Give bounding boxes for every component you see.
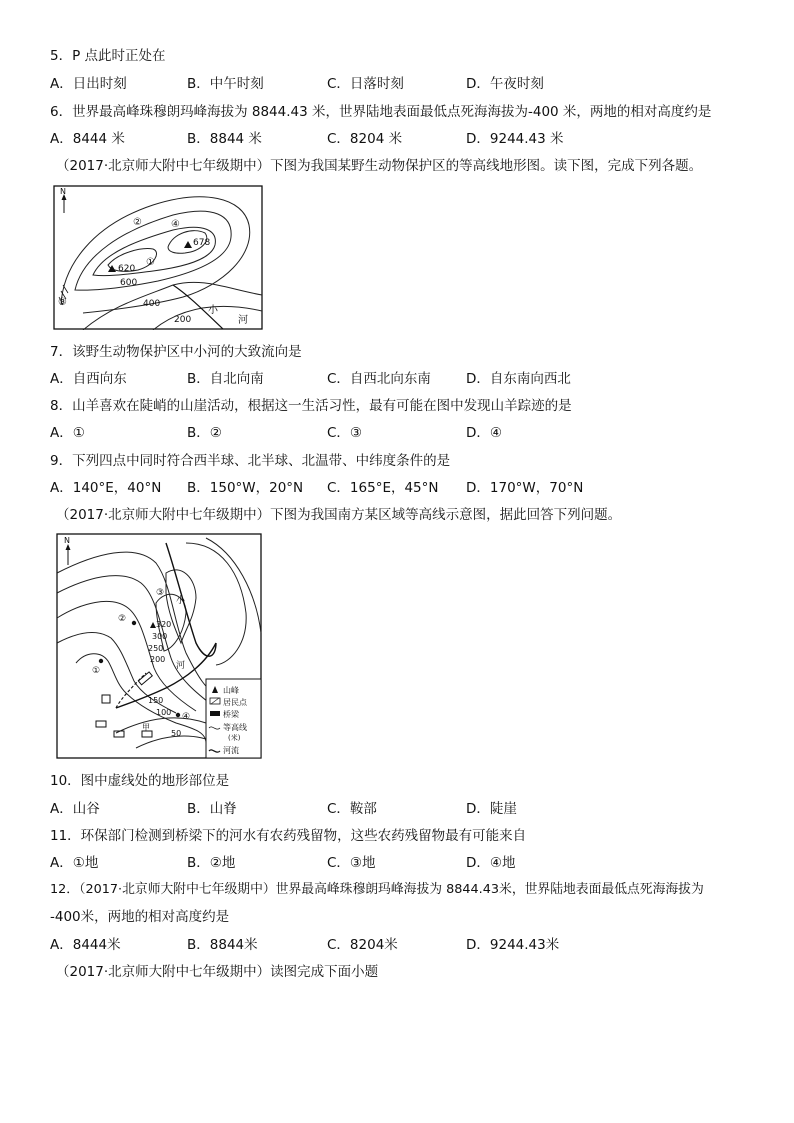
q8-option-b: B．② — [187, 425, 222, 441]
elev-400: 400 — [143, 299, 161, 309]
q10-option-c: C．鞍部 — [327, 801, 377, 817]
q9-stem: 9．下列四点中同时符合西半球、北半球、北温带、中纬度条件的是 — [50, 453, 451, 469]
q7-option-a: A．自西向东 — [50, 371, 127, 387]
legend-bridge: 桥梁 — [223, 710, 239, 719]
point-4: ④ — [182, 712, 191, 722]
q9-option-b: B．150°W，20°N — [187, 480, 304, 496]
q5-option-d: D．午夜时刻 — [466, 76, 544, 92]
q10-option-a: A．山谷 — [50, 801, 100, 817]
intro-1: （2017·北京师大附中七年级期中）下图为我国某野生动物保护区的等高线地形图。读下图，完成下列各题。 — [56, 158, 703, 174]
elev-600: 600 — [120, 278, 138, 288]
q8-option-c: C．③ — [327, 425, 363, 441]
q6-option-a: A．8444 米 — [50, 131, 125, 147]
legend-peak: 山峰 — [223, 686, 239, 695]
point-4: ④ — [171, 219, 180, 230]
intro-3: （2017·北京师大附中七年级期中）读图完成下面小题 — [56, 964, 379, 980]
q11-stem: 11．环保部门检测到桥梁下的河水有农药残留物，这些农药残留物最有可能来自 — [50, 828, 527, 844]
q11-option-c: C．③地 — [327, 855, 376, 871]
q6-option-c: C．8204 米 — [327, 131, 403, 147]
q7-option-c: C．自西北向东南 — [327, 371, 431, 387]
q9-option-c: C．165°E，45°N — [327, 480, 439, 496]
elev-50: 50 — [171, 729, 182, 738]
town-label: 甲 — [142, 723, 150, 732]
q11-option-d: D．④地 — [466, 855, 516, 871]
map-legend — [206, 679, 261, 758]
contour-map-1 — [53, 185, 263, 330]
q10-stem: 10．图中虚线处的地形部位是 — [50, 773, 230, 789]
q11-option-b: B．②地 — [187, 855, 236, 871]
intro-2: （2017·北京师大附中七年级期中）下图为我国南方某区域等高线示意图，据此回答下列问题。 — [56, 507, 622, 523]
legend-contour: 等高线 — [223, 723, 247, 732]
point-1: ① — [146, 257, 155, 268]
q7-option-b: B．自北向南 — [187, 371, 264, 387]
elev-320: 320 — [156, 620, 172, 629]
q12-option-b: B．8844米 — [187, 937, 258, 953]
legend-river: 河流 — [223, 746, 239, 755]
elev-100: 100 — [156, 708, 172, 717]
legend-settlement: 居民点 — [223, 698, 247, 707]
q6-stem: 6．世界最高峰珠穆朗玛峰海拔为 8844.43 米，世界陆地表面最低点死海海拔为-400 米，两地的相对高度约是 — [50, 104, 712, 120]
q5-stem: 5．P 点此时正处在 — [50, 48, 166, 64]
q7-option-d: D．自东南向西北 — [466, 371, 571, 387]
q12-stem-line1: 12．（2017·北京师大附中七年级期中）世界最高峰珠穆朗玛峰海拔为 8844.43米，世界陆地表面最低点死海海拔为 — [50, 882, 704, 897]
q5-option-c: C．日落时刻 — [327, 76, 404, 92]
point-2: ② — [118, 614, 127, 624]
point-2: ② — [133, 217, 142, 228]
q12-option-c: C．8204米 — [327, 937, 398, 953]
elev-620: 620 — [118, 264, 136, 274]
q5-option-b: B．中午时刻 — [187, 76, 264, 92]
river-label-2: 河 — [176, 661, 186, 671]
q8-option-a: A．① — [50, 425, 85, 441]
q8-option-d: D．④ — [466, 425, 502, 441]
q8-stem: 8．山羊喜欢在陡峭的山崖活动，根据这一生活习性，最有可能在图中发现山羊踪迹的是 — [50, 398, 572, 414]
elev-250: 250 — [148, 644, 164, 653]
q6-option-b: B．8844 米 — [187, 131, 262, 147]
q12-option-d: D．9244.43米 — [466, 937, 560, 953]
q5-option-a: A．日出时刻 — [50, 76, 127, 92]
q9-option-d: D．170°W，70°N — [466, 480, 584, 496]
q10-option-d: D．陡崖 — [466, 801, 517, 817]
elev-200: 200 — [174, 315, 192, 325]
north-label: N — [60, 187, 66, 196]
elev-200: 200 — [150, 655, 166, 664]
river-label-1: 小 — [208, 305, 218, 316]
point-1: ① — [92, 666, 101, 676]
point-3: ③ — [58, 297, 67, 308]
q11-option-a: A．①地 — [50, 855, 99, 871]
q10-option-b: B．山脊 — [187, 801, 237, 817]
legend-unit: (米) — [228, 734, 241, 742]
q7-stem: 7．该野生动物保护区中小河的大致流向是 — [50, 344, 302, 360]
point-3: ③ — [156, 588, 165, 598]
q12-option-a: A．8444米 — [50, 937, 121, 953]
north-label: N — [64, 536, 70, 545]
q9-option-a: A．140°E，40°N — [50, 480, 162, 496]
elev-300: 300 — [152, 632, 168, 641]
q6-option-d: D．9244.43 米 — [466, 131, 564, 147]
contour-map-2 — [56, 533, 262, 759]
elev-678: 678 — [193, 238, 211, 248]
river-label-2: 河 — [238, 315, 248, 326]
elev-150: 150 — [148, 696, 164, 705]
q12-stem-line2: -400米，两地的相对高度约是 — [50, 909, 230, 925]
river-label-1: 小 — [176, 596, 186, 606]
